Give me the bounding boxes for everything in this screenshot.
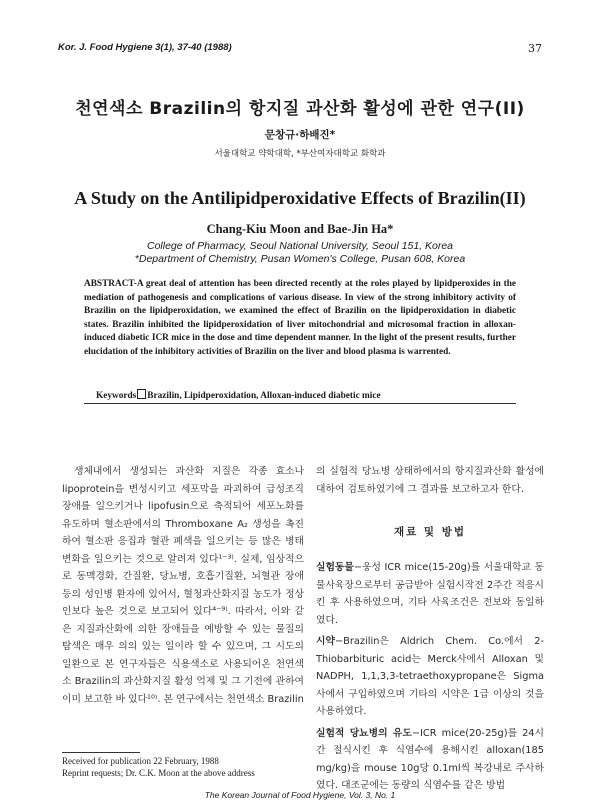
journal-citation: Kor. J. Food Hygiene 3(1), 37-40 (1988) <box>58 42 232 53</box>
footnote-rule <box>62 752 140 753</box>
page-number: 37 <box>528 42 542 55</box>
intro-paragraph: 생체내에서 생성되는 과산화 지질은 각종 효소나 lipoprotein을 변성시키고 세포막을 파괴하여 급성조직 장애를 일으키거나 lipofusin으로 축적되어 세포노화를 유도하며 혈소판에서의 Thromboxane A₂ 생성을 촉진하여 혈소판 응집과 혈관 폐색을 일으키는 등 많은 병태변화을 일으키는 것으로 알려져 있다¹⁻³⁾. 실제, 임상적으로 동맥경화, 간질환, 당뇨병, 호흡기질환, 뇌혈관 장애 등의 성인병 환자에 있어서, 혈청과산화지질 농도가 정상인보다 높은 것으로 보고되어 있다⁴⁻⁹⁾. 따라서, 이와 같은 지질과산화에 의한 장애들을 예방할 수 있는 물질의 탐색은 매우 의의 있는 일이라 할 수 있으며, 그 시도의 일환으로 본 연구자들은 식용색소로 사용되어온 천연색소 Brazilin의 과산화지질 활성 억제 및 그 기전에 관하여 이미 보고한 바 있다¹⁰⁾. 본 연구에서는 천연색소 Brazilin <box>62 466 304 705</box>
methods-text: −웅성 ICR mice(15-20g)를 서울대학교 동물사육장으로부터 공급받아 실험시작전 2주간 적응시킨 후 사용하였으며, 기타 사육조건은 전보와 동일하였다. <box>316 562 544 626</box>
keywords-label: Keywords <box>96 391 137 401</box>
methods-text: −Brazilin은 Aldrich Chem. Co.에서 2-Thiobarbituric acid는 Merck사에서 Alloxan 및 NADPH, 1,1,3,3-tetraethoxypropane은 Sigma사에서 구입하였으며 기타의 시약은 1급 이상의 것을 사용하였다. <box>316 636 544 717</box>
methods-text: −ICR mice(20-25g)를 24시간 절식시킨 후 식염수에 용해시킨 alloxan(185 mg/kg)을 mouse 10g당 0.1ml씩 복강내로 주사하였다. 대조군에는 동량의 식염수를 같은 방법 <box>316 727 544 791</box>
methods-label: 실험동물 <box>316 562 354 573</box>
body-right-column <box>316 463 544 799</box>
abstract: ABSTRACT-A great deal of attention has been directed recently at the roles played by lipidperoxides in the mediation of pathogenesis and complications of various disease. In view of the strong inhibitory activity of Brazilin on the lipidperoxidation, we examined the effect of Brazilin on the lipidperoxidation in diabetic states. Brazilin inhibited the lipidperoxidation of liver mitochondrial and microsomal fraction in alloxan-induced diabetic ICR mice in the dose and time dependent manner. In the light of the present results, further elucidation of the inhibitory activities of Brazilin on the liver and blood plasma is warrented. <box>84 279 516 357</box>
methods-label: 실험적 당뇨병의 유도 <box>316 727 412 739</box>
footnote-reprint: Reprint requests; Dr. C.K. Moon at the above address <box>62 768 255 778</box>
keywords-text: Brazilin, Lipidperoxidation, Alloxan-induced diabetic mice <box>147 391 381 401</box>
methods-label: 시약 <box>316 636 335 647</box>
keywords-box-icon <box>137 389 146 399</box>
methods-reagents <box>316 633 544 721</box>
footnote-received: Received for publication 22 February, 1988 <box>62 756 219 766</box>
keywords <box>96 389 381 401</box>
page-footer: The Korean Journal of Food Hygiene, Vol. 3, No. 1 <box>204 790 396 800</box>
body-left-column <box>62 463 304 708</box>
methods-animals <box>316 559 544 629</box>
methods-diabetes <box>316 725 544 795</box>
english-title: A Study on the Antilipidperoxidative Effects of Brazilin(II) <box>74 188 526 208</box>
korean-affiliation: 서울대학교 약학대학, *부산여자대학교 화학과 <box>214 149 386 159</box>
intro-continued: 의 실험적 당뇨병 상태하에서의 항지질과산화 활성에 대하여 검토하였기에 그 결과를 보고하고자 한다. <box>316 466 544 495</box>
english-affiliation-1: College of Pharmacy, Seoul National University, Seoul 151, Korea <box>146 240 454 252</box>
korean-title: 천연색소 Brazilin의 항지질 과산화 활성에 관한 연구(II) <box>75 99 525 119</box>
english-authors: Chang-Kiu Moon and Bae-Jin Ha* <box>206 222 394 236</box>
running-header <box>58 42 542 58</box>
english-affiliation-2: *Department of Chemistry, Pusan Women's College, Pusan 608, Korea <box>134 253 466 265</box>
korean-authors: 문창규·하배진* <box>264 129 336 141</box>
section-heading: 재료 및 방법 <box>393 526 467 538</box>
keywords-rule <box>84 403 516 404</box>
